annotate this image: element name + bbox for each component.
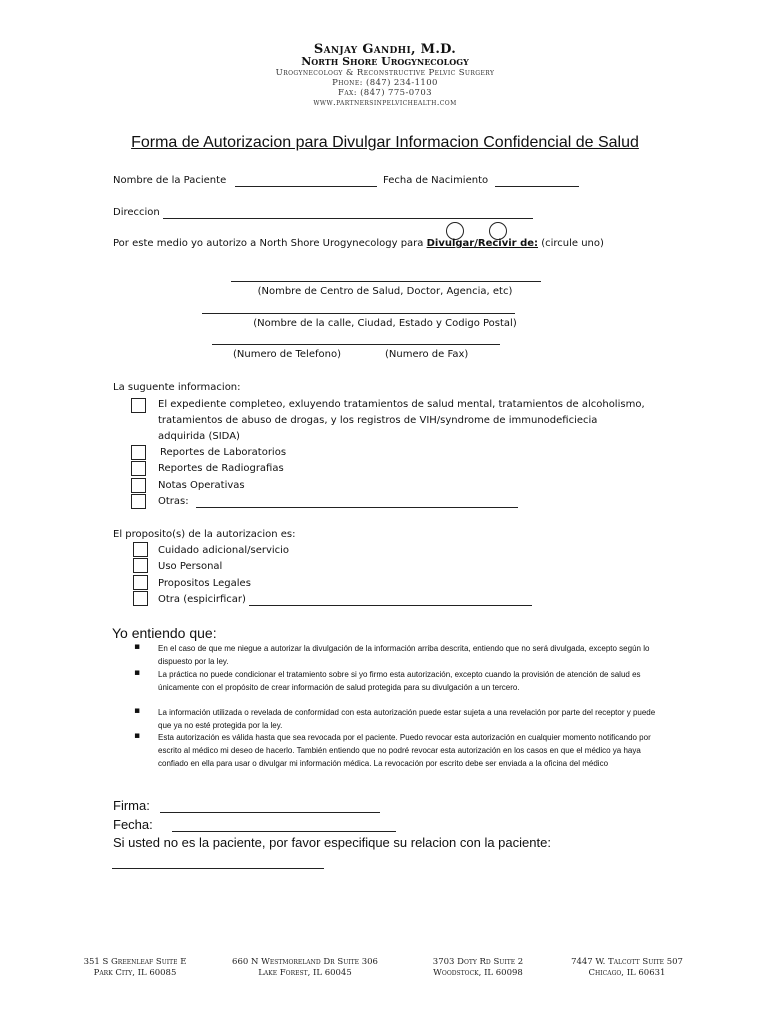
form-title: Forma de Autorizacion para Divulgar Informacion Confidencial de Salud — [131, 134, 639, 151]
info-item-full-record-2: tratamientos de abuso de drogas, y los registros de VIH/syndrome de immunodeficiecia — [158, 415, 598, 426]
info-item-xray-reports: Reportes de Radiografias — [158, 463, 284, 474]
purpose-heading: El proposito(s) de la autorizacion es: — [113, 529, 296, 540]
phone-caption: (Numero de Telefono) — [233, 349, 341, 360]
phone-fax-field[interactable] — [212, 344, 500, 345]
fax-caption: (Numero de Fax) — [385, 349, 469, 360]
info-item-full-record-1: El expediente completeo, exluyendo tratamientos de salud mental, tratamientos de alcoholismo, — [158, 399, 645, 410]
purpose-checkbox-other[interactable] — [133, 591, 148, 606]
bullet-1: ▪ — [134, 642, 141, 652]
purpose-item-care: Cuidado adicional/servicio — [158, 545, 290, 556]
address-label: Direccion — [113, 207, 160, 218]
patient-name-field[interactable] — [235, 186, 377, 187]
footer-office-park-city: 351 S Greenleaf Suite E Park City, IL 60085 — [83, 957, 187, 978]
authorize-emphasis: Divulgar/Recivir de: — [426, 238, 539, 249]
purpose-item-legal: Propositos Legales — [158, 578, 251, 589]
facility-field[interactable] — [231, 281, 541, 282]
address-field[interactable] — [163, 218, 533, 219]
purpose-checkbox-personal[interactable] — [133, 558, 148, 573]
relation-field[interactable] — [112, 868, 324, 869]
firma-label: Firma: — [113, 798, 150, 813]
info-checkbox-operative-notes[interactable] — [131, 478, 146, 493]
footer-office-lake-forest: 660 N Westmoreland Dr Suite 306 Lake Forest, IL 60045 — [232, 957, 378, 978]
footer-office-woodstock: 3703 Doty Rd Suite 2 Woodstock, IL 60098 — [432, 957, 524, 978]
fecha-label: Fecha: — [113, 817, 153, 832]
footer-office-chicago: 7447 W. Talcott Suite 507 Chicago, IL 60631 — [571, 957, 683, 978]
practice-website: www.partnersinpelvichealth.com — [313, 98, 457, 108]
dob-field[interactable] — [495, 186, 579, 187]
info-checkbox-full-record[interactable] — [131, 398, 146, 413]
purpose-checkbox-legal[interactable] — [133, 575, 148, 590]
street-caption: (Nombre de la calle, Ciudad, Estado y Codigo Postal) — [253, 318, 517, 329]
authorize-suffix: (circule uno) — [541, 238, 604, 249]
patient-name-label: Nombre de la Paciente — [113, 175, 227, 186]
dob-label: Fecha de Nacimiento — [383, 175, 489, 186]
purpose-item-personal: Uso Personal — [158, 561, 223, 572]
bullet-3: ▪ — [134, 706, 141, 716]
info-item-full-record-3: adquirida (SIDA) — [158, 431, 240, 442]
info-checkbox-other[interactable] — [131, 494, 146, 509]
understand-item-2: La práctica no puede condicionar el tratamiento sobre si yo firmo esta autorización, excepto cuando la provisión de atención de salud es únicamente con el propósito de crear información de salud protegida para su divulgación a un tercero. — [158, 670, 641, 692]
authorize-statement — [113, 238, 604, 249]
street-field[interactable] — [202, 313, 515, 314]
bullet-2: ▪ — [134, 668, 141, 678]
purpose-checkbox-care[interactable] — [133, 542, 148, 557]
purpose-item-other: Otra (espicirficar) — [158, 594, 246, 605]
practice-specialty: Urogynecology & Reconstructive Pelvic Surgery — [275, 68, 495, 78]
facility-caption: (Nombre de Centro de Salud, Doctor, Agencia, etc) — [257, 286, 513, 297]
understand-item-3: La información utilizada o revelada de conformidad con esta autorización puede estar sujeta a una revelación por parte del receptor y puede que ya no esté protegida por la ley. — [158, 708, 656, 730]
info-other-field[interactable] — [196, 507, 518, 508]
relation-label: Si usted no es la paciente, por favor especifique su relacion con la paciente: — [113, 835, 551, 850]
info-item-lab-reports: Reportes de Laboratorios — [160, 447, 287, 458]
practice-name: North Shore Urogynecology — [301, 55, 469, 68]
authorize-text: Por este medio yo autorizo a North Shore Urogynecology para — [113, 238, 424, 249]
bullet-4: ▪ — [134, 731, 141, 741]
understand-item-1: En el caso de que me niegue a autorizar la divulgación de la información arriba descrita, entiendo que no será divulgada, excepto según lo dispuesto por la ley. — [158, 644, 650, 666]
understand-item-4: Esta autorización es válida hasta que sea revocada por el paciente. Puedo revocar esta autorización en cualquier momento notificando por escrito al médico mi deseo de hacerlo. También entiendo que no podré revocar esta autorización en los casos en que el médico ya haya confiado en ella para usar o divulgar mi información médica. La revocación por escrito debe ser enviada a la oficina del médico — [158, 733, 651, 768]
firma-field[interactable] — [160, 812, 380, 813]
info-item-operative-notes: Notas Operativas — [158, 480, 245, 491]
fecha-field[interactable] — [172, 831, 396, 832]
info-heading: La suguente informacion: — [113, 382, 241, 393]
purpose-other-field[interactable] — [249, 605, 532, 606]
info-item-other: Otras: — [158, 496, 189, 507]
info-checkbox-lab-reports[interactable] — [131, 445, 146, 460]
practice-fax: Fax: (847) 775-0703 — [338, 88, 432, 98]
info-checkbox-xray-reports[interactable] — [131, 461, 146, 476]
practice-phone: Phone: (847) 234-1100 — [332, 78, 438, 88]
doctor-name: Sanjay Gandhi, M.D. — [313, 42, 457, 57]
understand-heading: Yo entiendo que: — [112, 625, 217, 641]
